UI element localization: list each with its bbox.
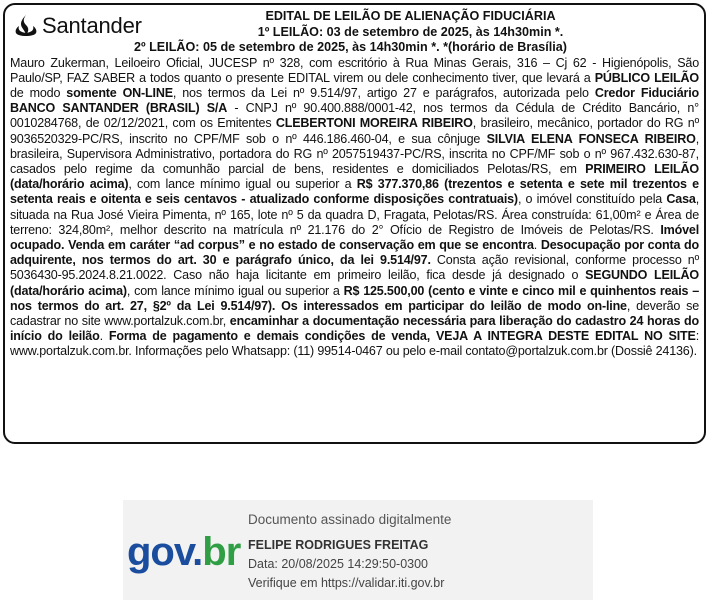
body-text: , situada na Rua José Vieira Pimenta, nº 165, lote nº 5 da quadra D, Fragata, Pelotas/RS. Área construída: 61,00m² e Área de terreno: 324,80m², melhor descrito na matrícula nº 21.176 do 2° Ofício de Registro de Imóveis de Pelotas/RS. bbox=[10, 192, 700, 237]
body-text: . bbox=[533, 237, 541, 252]
santander-logo bbox=[15, 14, 142, 38]
govbr-logo-br: br bbox=[202, 530, 241, 574]
signature-date: Data: 20/08/2025 14:29:50-0300 bbox=[248, 557, 429, 571]
body-text: de modo bbox=[10, 85, 67, 100]
digital-signature-stamp bbox=[123, 500, 593, 600]
notice-title: EDITAL DE LEILÃO DE ALIENAÇÃO FIDUCIÁRIA bbox=[265, 9, 556, 23]
govbr-logo-dot: . bbox=[192, 530, 203, 574]
second-auction-label: SEGUNDO LEILÃO (data/horário acima) bbox=[10, 268, 699, 298]
body-text: : www.portalzuk.com.br. Informações pelo Whatsapp: (11) 99514-0467 ou pelo e-mail contato@portalzuk.com.br (Dossiê 24136). bbox=[10, 329, 699, 359]
spouse-name: SILVIA ELENA FONSECA RIBEIRO bbox=[486, 131, 696, 146]
santander-flame-icon bbox=[15, 14, 37, 38]
online-participation-note: Os interessados em participar do leilão de modo on-line bbox=[281, 298, 627, 313]
body-bold: PÚBLICO LEILÃO bbox=[594, 70, 699, 85]
documentation-note: encaminhar a documentação necessária para liberação do cadastro 24 horas do início do leilão bbox=[10, 313, 699, 344]
body-text: , brasileira, Supervisora Administrativo, portadora do RG nº 2057519437-PC/RS, inscrita no CPF/MF sob o nº 967.432.630-87, casados pelo regime da comunhão parcial de bens, residentes e domiciliados Pelotas/RS, em bbox=[10, 131, 699, 176]
signature-title: Documento assinado digitalmente bbox=[248, 512, 452, 527]
debtor-name: CLEBERTONI MOREIRA RIBEIRO bbox=[275, 116, 473, 131]
body-text: , nos termos da Lei nº 9.514/97, artigo 27 e parágrafos, autorizada pelo bbox=[172, 85, 595, 100]
body-text: . bbox=[99, 329, 109, 344]
notice-body bbox=[10, 56, 699, 360]
first-auction-date: 1º LEILÃO: 03 de setembro de 2025, às 14h30min *. bbox=[257, 24, 564, 39]
notice-header bbox=[130, 9, 691, 56]
body-bold: somente ON-LINE bbox=[66, 85, 173, 100]
payment-conditions-note: Forma de pagamento e demais condições de venda, VEJA A INTEGRA DESTE EDITAL NO SITE bbox=[108, 329, 696, 344]
body-text: Consta ação revisional, conforme processo nº 5036430-95.2024.8.21.0022. Caso não haja licitante em primeiro leilão, fica desde já designado o bbox=[10, 253, 699, 283]
body-text: , o imóvel constituído pela bbox=[517, 192, 667, 207]
auction-notice bbox=[3, 3, 706, 444]
body-text: Mauro Zukerman, Leiloeiro Oficial, JUCESP nº 328, com escritório à Rua Minas Gerais, 316 – Cj 62 - Higienópolis, São Paulo/SP, FAZ SABER a todos quanto o presente EDITAL virem ou dele conhecimento tiver, que levará a bbox=[10, 55, 699, 85]
brand-name: Santander bbox=[42, 13, 142, 38]
govbr-logo bbox=[127, 530, 240, 574]
second-auction-value: R$ 125.500,00 (cento e vinte e cinco mil e quinhentos reais – nos termos do art. 27, §2º da Lei 9.514/97). bbox=[10, 283, 699, 313]
verify-url: Verifique em https://validar.iti.gov.br bbox=[248, 576, 445, 590]
first-auction-label: PRIMEIRO LEILÃO (data/horário acima) bbox=[10, 161, 699, 192]
creditor-name: Credor Fiduciário BANCO SANTANDER (BRASIL) S/A bbox=[10, 85, 700, 116]
eviction-note: Desocupação por conta do adquirente, nos termos do art. 30 e parágrafo único, da lei 9.514/97. bbox=[10, 237, 699, 268]
govbr-logo-gov: gov bbox=[127, 530, 193, 574]
body-text: , com lance mínimo igual ou superior a bbox=[126, 283, 344, 298]
second-auction-date: 2º LEILÃO: 05 de setembro de 2025, às 14h30min *. *(horário de Brasília) bbox=[134, 40, 567, 54]
property-type: Casa bbox=[666, 192, 696, 207]
first-auction-value: R$ 377.370,86 (trezentos e setenta e sete mil trezentos e setenta reais e oitenta e seis centavos - atualizado conforme disposições contratuais) bbox=[10, 177, 699, 207]
body-text: , deverão se cadastrar no site www.portalzuk.com.br, bbox=[10, 298, 699, 328]
signer-name: FELIPE RODRIGUES FREITAG bbox=[248, 538, 429, 552]
body-text: , brasileiro, mecânico, portador do RG nº 9036520329-PC/RS, inscrito no CPF/MF sob o nº 446.186.460-04, e sua cônjuge bbox=[10, 116, 699, 146]
body-text: - CNPJ nº 90.400.888/0001-42, nos termos da Cédula de Crédito Bancário, n° 0010284768, de 02/12/2021, com os Emitentes bbox=[10, 101, 700, 131]
occupancy-note: Imóvel ocupado. Venda em caráter “ad corpus” e no estado de conservação em que se encontra bbox=[10, 222, 699, 252]
body-text: , com lance mínimo igual ou superior a bbox=[128, 177, 357, 192]
